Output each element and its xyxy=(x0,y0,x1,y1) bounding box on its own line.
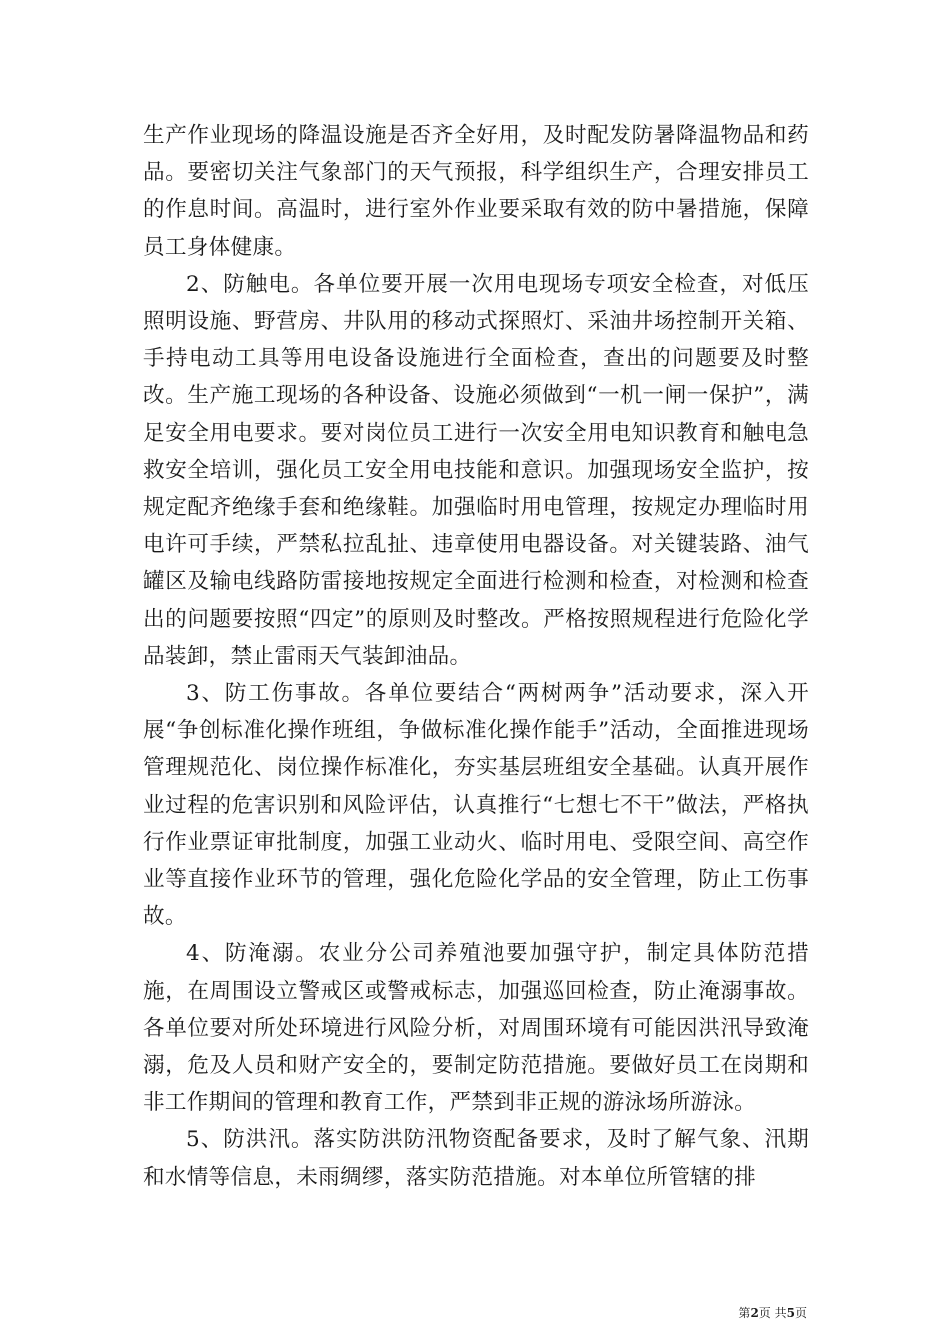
paragraph-heat-prevention: 生产作业现场的降温设施是否齐全好用，及时配发防暑降温物品和药品。要密切关注气象部门的天气预报，科学组织生产，合理安排员工的作息时间。高温时，进行室外作业要采取有效的防中暑措施，保障员工身体健康。 xyxy=(143,123,809,260)
current-page-number: 2 xyxy=(750,1306,759,1320)
paragraph-flood: 5、防洪汛。落实防洪防汛物资配备要求，及时了解气象、汛期和水情等信息，未雨绸缪，落实防范措施。对本单位所管辖的排 xyxy=(143,1127,809,1190)
total-page-number: 5 xyxy=(786,1306,795,1320)
footer-prefix: 第 xyxy=(738,1306,751,1320)
page-number-footer xyxy=(738,1305,807,1321)
paragraph-work-injury: 3、防工伤事故。各单位要结合“两树两争”活动要求，深入开展“争创标准化操作班组，争做标准化操作能手”活动，全面推进现场管理规范化、岗位操作标准化，夯实基层班组安全基础。认真开展作业过程的危害识别和风险评估，认真推行“七想七不干”做法，严格执行作业票证审批制度，加强工业动火、临时用电、受限空间、高空作业等直接作业环节的管理，强化危险化学品的安全管理，防止工伤事故。 xyxy=(143,681,809,930)
document-body xyxy=(143,117,809,1196)
paragraph-drowning: 4、防淹溺。农业分公司养殖池要加强守护，制定具体防范措施，在周围设立警戒区或警戒标志，加强巡回检查，防止淹溺事故。各单位要对所处环境进行风险分析，对周围环境有可能因洪汛导致淹溺，危及人员和财产安全的，要制定防范措施。要做好员工在岗期和非工作期间的管理和教育工作，严禁到非正规的游泳场所游泳。 xyxy=(143,941,809,1116)
footer-suffix: 页 xyxy=(794,1306,807,1320)
paragraph-electric-shock: 2、防触电。各单位要开展一次用电现场专项安全检查，对低压照明设施、野营房、井队用的移动式探照灯、采油井场控制开关箱、手持电动工具等用电设备设施进行全面检查，查出的问题要及时整改。生产施工现场的各种设备、设施必须做到“一机一闸一保护”，满足安全用电要求。要对岗位员工进行一次安全用电知识教育和触电急救安全培训，强化员工安全用电技能和意识。加强现场安全监护，按规定配齐绝缘手套和绝缘鞋。加强临时用电管理，按规定办理临时用电许可手续，严禁私拉乱扯、违章使用电器设备。对关键装路、油气罐区及输电线路防雷接地按规定全面进行检测和检查，对检测和检查出的问题要按照“四定”的原则及时整改。严格按照规程进行危险化学品装卸，禁止雷雨天气装卸油品。 xyxy=(143,271,809,669)
footer-middle: 页 共 xyxy=(758,1306,787,1320)
